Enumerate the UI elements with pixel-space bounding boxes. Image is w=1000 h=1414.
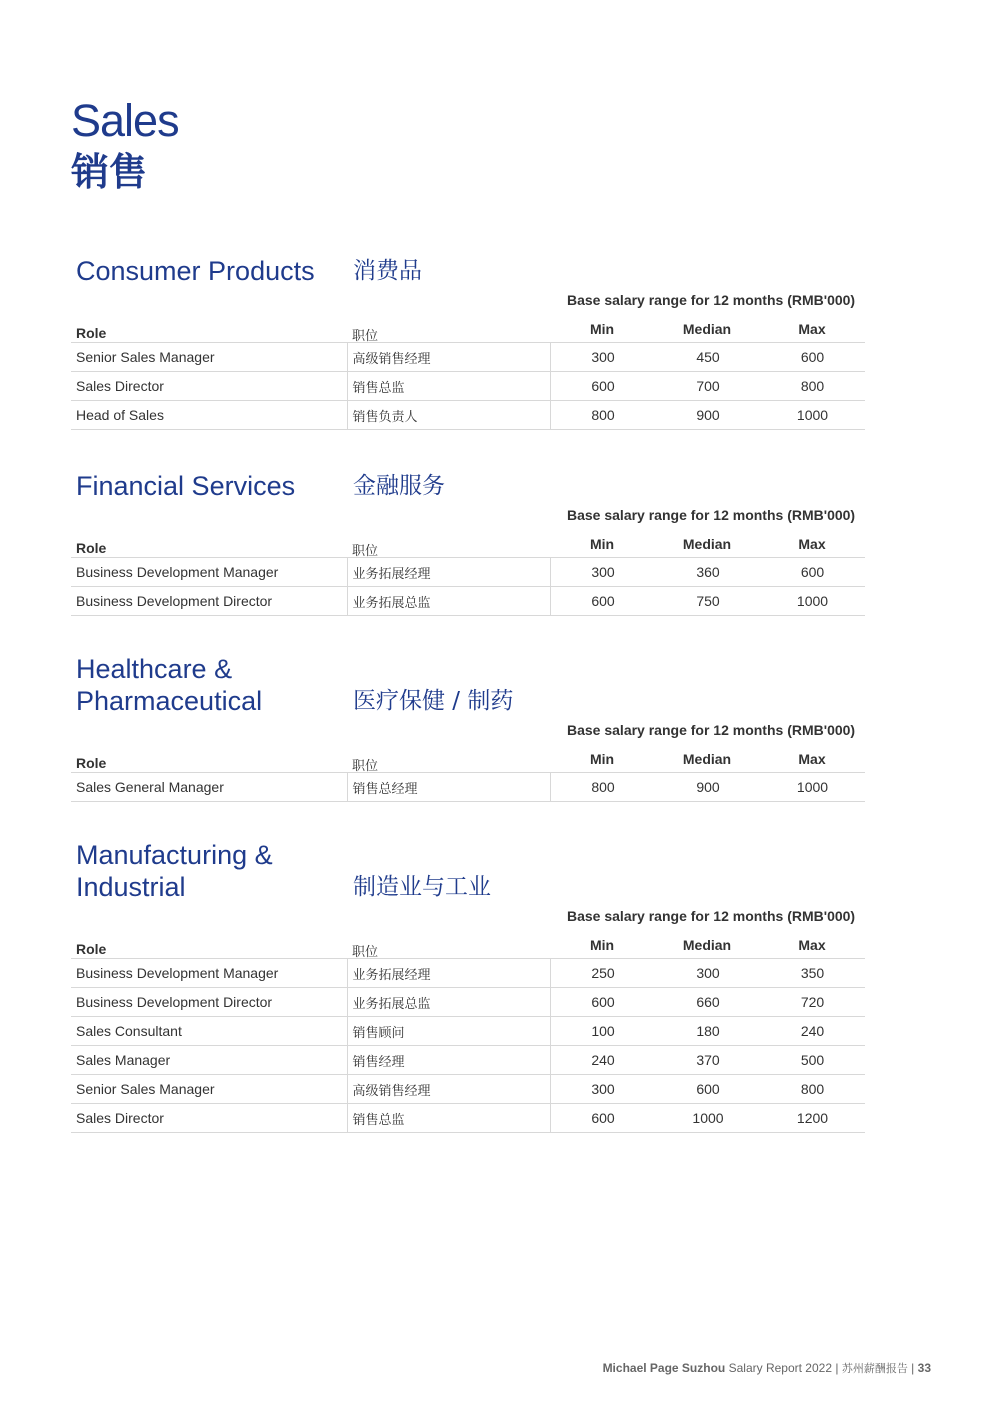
max-header: Max	[798, 751, 826, 767]
table-row	[71, 1075, 865, 1104]
section-title-line1: Healthcare &	[76, 654, 233, 684]
max-cell: 1000	[761, 587, 865, 616]
median-cell: 700	[656, 372, 761, 401]
section-title: Consumer Products	[76, 256, 315, 286]
median-cell: 660	[656, 988, 761, 1017]
salary-table	[71, 958, 865, 1133]
median-cell: 900	[656, 401, 761, 430]
max-header: Max	[798, 321, 826, 337]
min-cell: 300	[550, 558, 656, 587]
role-header: Role	[76, 325, 107, 341]
page-title-zh: 销售	[71, 150, 148, 194]
role-zh-cell: 销售总经理	[347, 773, 550, 802]
median-cell: 600	[656, 1075, 761, 1104]
median-cell: 1000	[656, 1104, 761, 1133]
salary-range-label: Base salary range for 12 months (RMB'000)	[567, 292, 856, 308]
role-header: Role	[76, 755, 107, 771]
role-zh-cell: 业务拓展总监	[347, 988, 550, 1017]
role-cell: Business Development Director	[71, 988, 347, 1017]
median-cell: 900	[656, 773, 761, 802]
table-row	[71, 959, 865, 988]
min-cell: 600	[550, 1104, 656, 1133]
max-header: Max	[798, 937, 826, 953]
section-title-zh: 金融服务	[353, 473, 445, 499]
min-cell: 600	[550, 988, 656, 1017]
median-cell: 300	[656, 959, 761, 988]
max-cell: 500	[761, 1046, 865, 1075]
footer-report-zh: 苏州薪酬报告	[841, 1362, 908, 1375]
role-cell: Sales General Manager	[71, 773, 347, 802]
role-zh-cell: 销售总监	[347, 372, 550, 401]
role-cell: Sales Director	[71, 1104, 347, 1133]
table-row	[71, 372, 865, 401]
median-header: Median	[682, 751, 732, 767]
min-cell: 600	[550, 372, 656, 401]
section-title-zh: 消费品	[353, 258, 422, 284]
role-header-zh: 职位	[352, 544, 379, 559]
max-cell: 240	[761, 1017, 865, 1046]
table-row	[71, 988, 865, 1017]
role-zh-cell: 销售顾问	[347, 1017, 550, 1046]
max-cell: 600	[761, 558, 865, 587]
min-cell: 100	[550, 1017, 656, 1046]
salary-table	[71, 772, 865, 802]
salary-table	[71, 557, 865, 616]
role-zh-cell: 高级销售经理	[347, 1075, 550, 1104]
role-zh-cell: 销售负责人	[347, 401, 550, 430]
role-cell: Head of Sales	[71, 401, 347, 430]
section-title-zh: 医疗保健 / 制药	[353, 688, 514, 714]
role-cell: Sales Consultant	[71, 1017, 347, 1046]
min-header: Min	[589, 536, 615, 552]
table-row	[71, 1046, 865, 1075]
min-cell: 300	[550, 343, 656, 372]
role-cell: Sales Manager	[71, 1046, 347, 1075]
section-title-line2: Pharmaceutical	[76, 686, 263, 716]
section-title-zh: 制造业与工业	[353, 874, 491, 900]
salary-range-label: Base salary range for 12 months (RMB'000)	[567, 908, 856, 924]
median-cell: 750	[656, 587, 761, 616]
section-title: Financial Services	[76, 471, 296, 501]
max-cell: 350	[761, 959, 865, 988]
max-cell: 1200	[761, 1104, 865, 1133]
role-header-zh: 职位	[352, 759, 379, 774]
min-cell: 800	[550, 773, 656, 802]
footer-separator: |	[911, 1361, 915, 1375]
footer-separator: |	[835, 1361, 839, 1375]
median-header: Median	[682, 321, 732, 337]
min-header: Min	[589, 937, 615, 953]
min-cell: 800	[550, 401, 656, 430]
max-cell: 1000	[761, 773, 865, 802]
role-zh-cell: 销售经理	[347, 1046, 550, 1075]
max-cell: 720	[761, 988, 865, 1017]
table-row	[71, 1104, 865, 1133]
max-header: Max	[798, 536, 826, 552]
role-header: Role	[76, 941, 107, 957]
page-footer	[603, 1360, 931, 1376]
min-header: Min	[589, 751, 615, 767]
median-cell: 180	[656, 1017, 761, 1046]
salary-table	[71, 342, 865, 430]
role-cell: Business Development Manager	[71, 558, 347, 587]
max-cell: 800	[761, 1075, 865, 1104]
role-zh-cell: 销售总监	[347, 1104, 550, 1133]
role-cell: Business Development Director	[71, 587, 347, 616]
footer-report: Salary Report 2022	[728, 1361, 833, 1375]
footer-brand: Michael Page Suzhou	[602, 1361, 726, 1375]
max-cell: 1000	[761, 401, 865, 430]
min-cell: 240	[550, 1046, 656, 1075]
role-cell: Sales Director	[71, 372, 347, 401]
max-cell: 800	[761, 372, 865, 401]
median-header: Median	[682, 937, 732, 953]
table-row	[71, 773, 865, 802]
section-title-line1: Manufacturing &	[76, 840, 273, 870]
table-row	[71, 1017, 865, 1046]
role-cell: Senior Sales Manager	[71, 343, 347, 372]
min-header: Min	[589, 321, 615, 337]
median-header: Median	[682, 536, 732, 552]
median-cell: 360	[656, 558, 761, 587]
page-title: Sales	[71, 95, 179, 146]
section-title-line2: Industrial	[76, 872, 186, 902]
role-header-zh: 职位	[352, 945, 379, 960]
table-row	[71, 343, 865, 372]
median-cell: 370	[656, 1046, 761, 1075]
role-cell: Business Development Manager	[71, 959, 347, 988]
role-zh-cell: 业务拓展经理	[347, 558, 550, 587]
min-cell: 600	[550, 587, 656, 616]
page-number: 33	[917, 1361, 931, 1375]
role-header-zh: 职位	[352, 329, 379, 344]
role-zh-cell: 业务拓展总监	[347, 587, 550, 616]
role-zh-cell: 高级销售经理	[347, 343, 550, 372]
max-cell: 600	[761, 343, 865, 372]
role-header: Role	[76, 540, 107, 556]
salary-range-label: Base salary range for 12 months (RMB'000)	[567, 507, 856, 523]
salary-range-label: Base salary range for 12 months (RMB'000)	[567, 722, 856, 738]
median-cell: 450	[656, 343, 761, 372]
min-cell: 300	[550, 1075, 656, 1104]
table-row	[71, 558, 865, 587]
role-cell: Senior Sales Manager	[71, 1075, 347, 1104]
min-cell: 250	[550, 959, 656, 988]
table-row	[71, 401, 865, 430]
role-zh-cell: 业务拓展经理	[347, 959, 550, 988]
table-row	[71, 587, 865, 616]
